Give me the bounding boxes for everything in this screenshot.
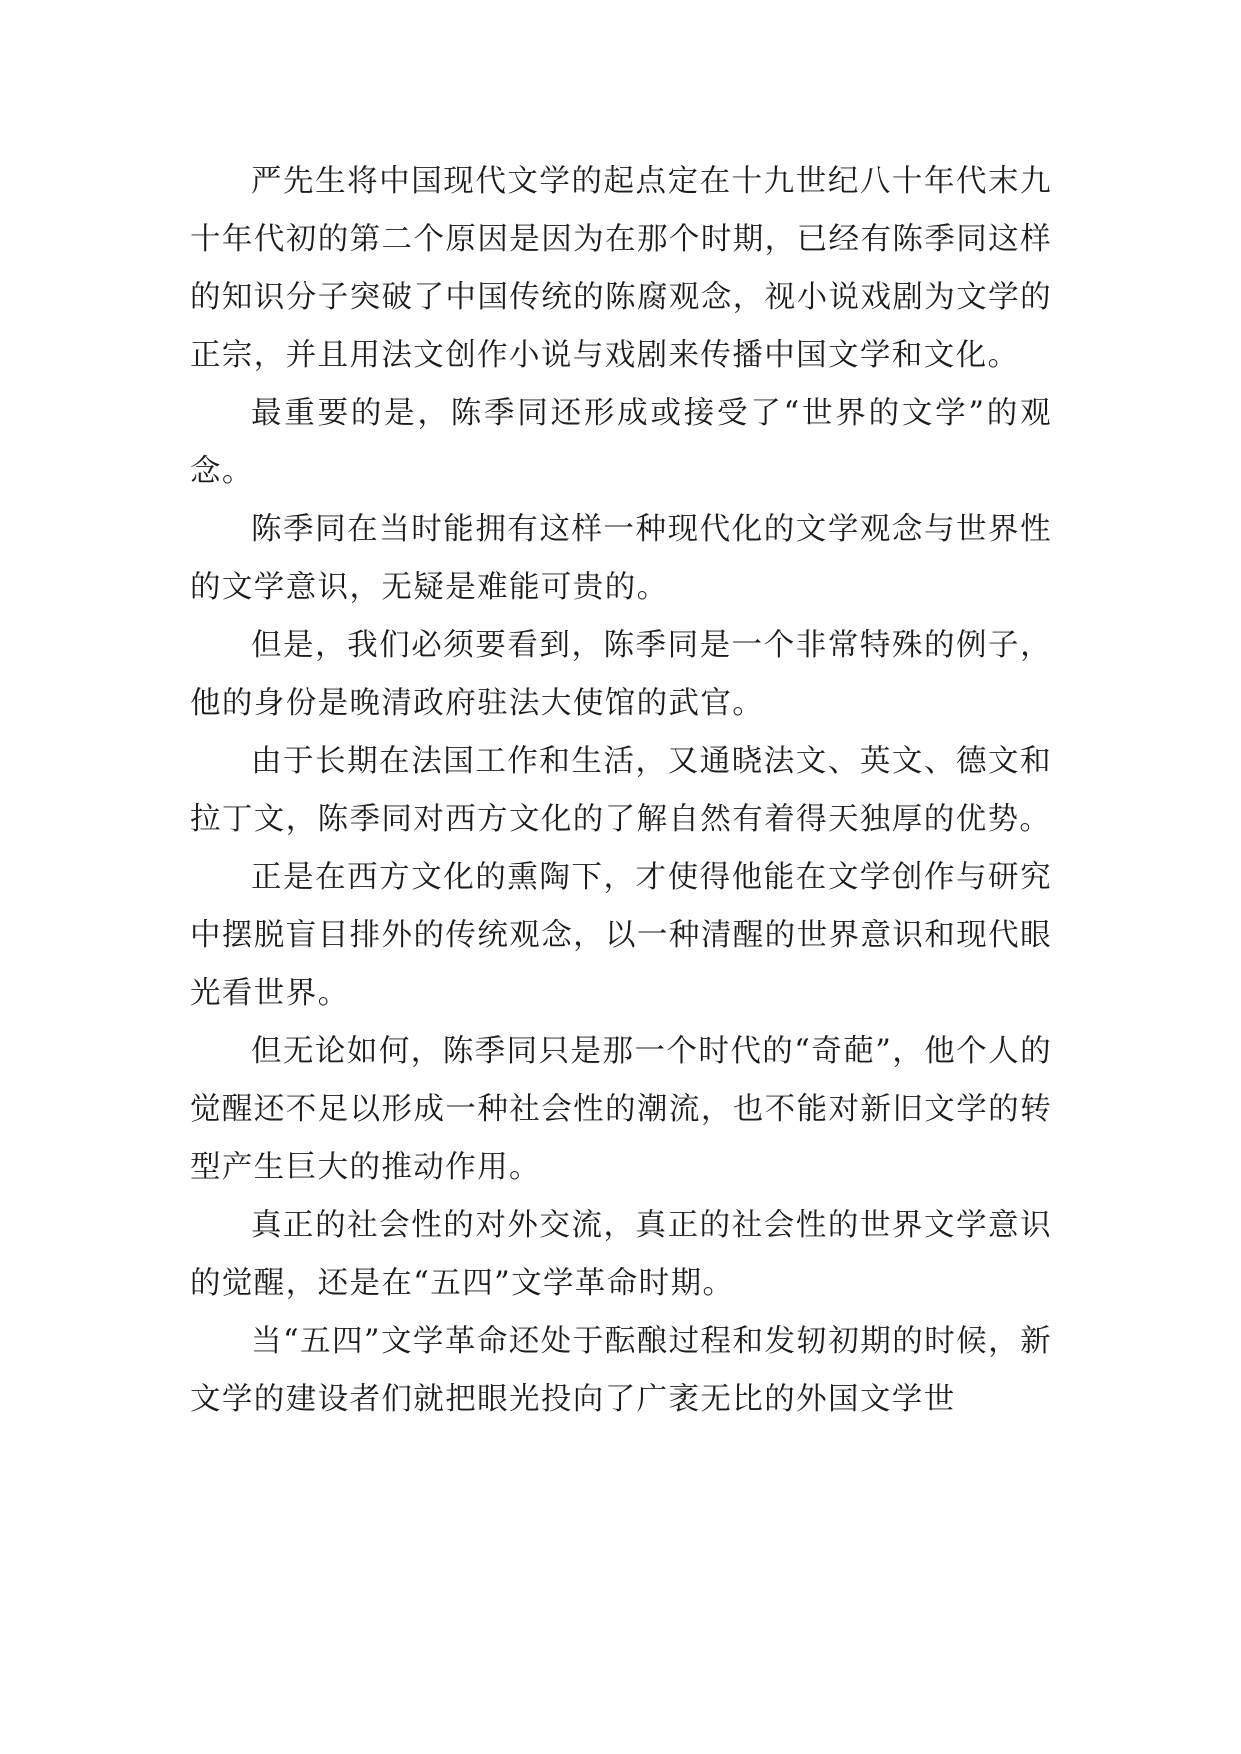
paragraph-5: 由于长期在法国工作和生活，又通晓法文、英文、德文和拉丁文，陈季同对西方文化的了解自然有着得天独厚的优势。	[190, 744, 1052, 837]
paragraph-9: 当“五四”文学革命还处于酝酿过程和发轫初期的时候，新文学的建设者们就把眼光投向了广袤无比的外国文学世	[190, 1324, 1052, 1417]
paragraph-2: 最重要的是，陈季同还形成或接受了“世界的文学”的观念。	[190, 396, 1052, 489]
paragraph-7: 但无论如何，陈季同只是那一个时代的“奇葩”，他个人的觉醒还不足以形成一种社会性的潮流，也不能对新旧文学的转型产生巨大的推动作用。	[190, 1034, 1052, 1185]
paragraph-8: 真正的社会性的对外交流，真正的社会性的世界文学意识的觉醒，还是在“五四”文学革命时期。	[190, 1208, 1052, 1301]
paragraph-6: 正是在西方文化的熏陶下，才使得他能在文学创作与研究中摆脱盲目排外的传统观念，以一种清醒的世界意识和现代眼光看世界。	[190, 860, 1052, 1011]
paragraph-1: 严先生将中国现代文学的起点定在十九世纪八十年代末九十年代初的第二个原因是因为在那个时期，已经有陈季同这样的知识分子突破了中国传统的陈腐观念，视小说戏剧为文学的正宗，并且用法文创作小说与戏剧来传播中国文学和文化。	[190, 164, 1052, 373]
paragraph-4: 但是，我们必须要看到，陈季同是一个非常特殊的例子，他的身份是晚清政府驻法大使馆的武官。	[190, 628, 1052, 721]
document-body	[190, 153, 1052, 1429]
paragraph-3: 陈季同在当时能拥有这样一种现代化的文学观念与世界性的文学意识，无疑是难能可贵的。	[190, 512, 1052, 605]
